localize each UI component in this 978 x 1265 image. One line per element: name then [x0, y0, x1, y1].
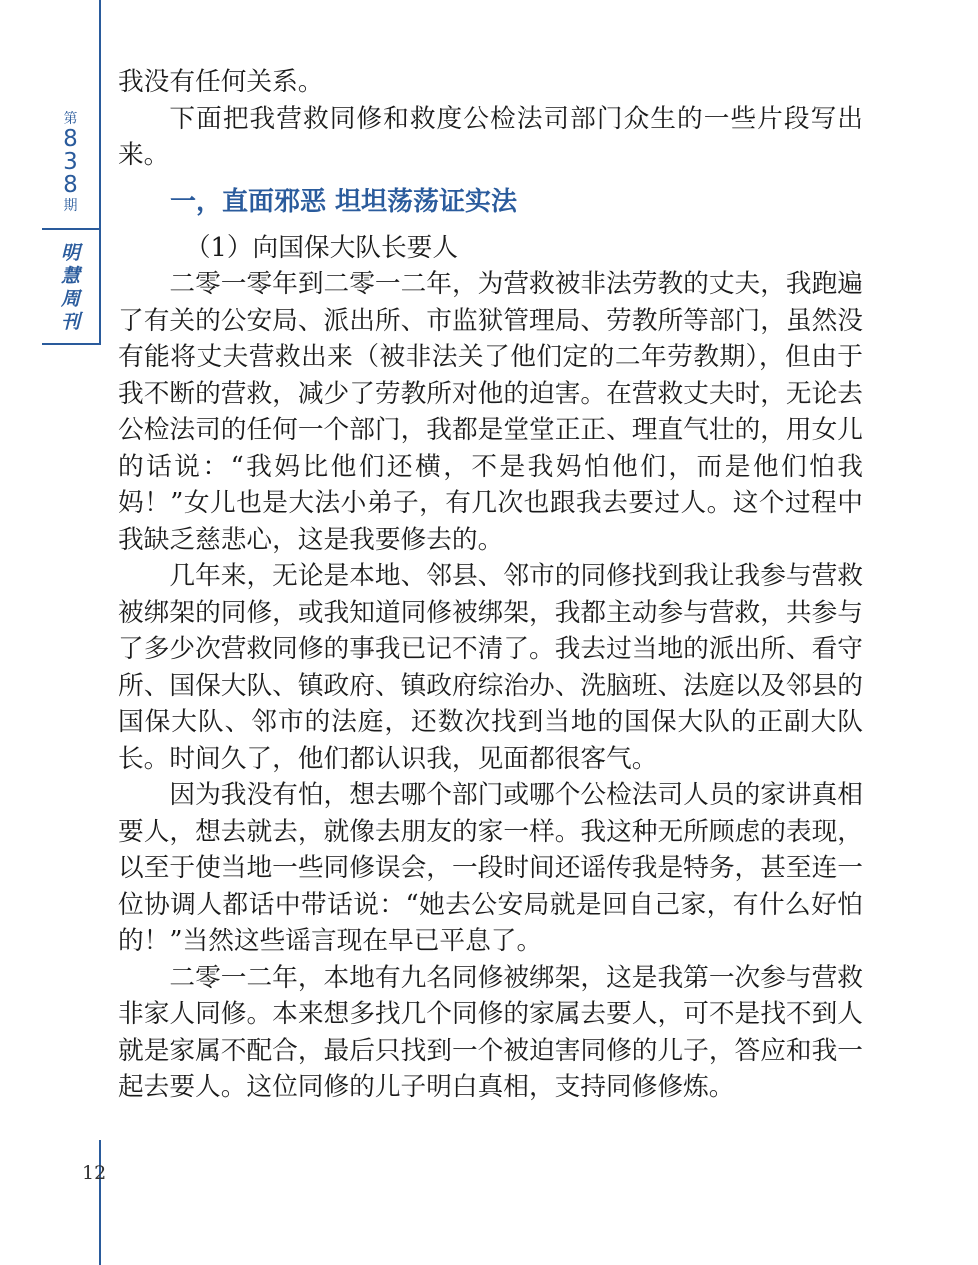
- issue-number: [42, 110, 99, 225]
- paragraph: 几年来，无论是本地、邻县、邻市的同修找到我让我参与营救被绑架的同修，或我知道同修被绑架，我都主动参与营救，共参与了多少次营救同修的事我已记不清了。我去过当地的派出所、看守所、国保大队、镇政府、镇政府综治办、洗脑班、法庭以及邻县的国保大队、邻市的法庭，还数次找到当地的国保大队的正副大队长。时间久了，他们都认识我，见面都很客气。: [118, 561, 863, 774]
- publication-char: 明: [60, 242, 80, 264]
- publication-char: 刊: [60, 311, 80, 333]
- issue-suffix: 期: [63, 198, 78, 214]
- issue-prefix: 第: [63, 111, 78, 127]
- paragraph: 因为我没有怕，想去哪个部门或哪个公检法司人员的家讲真相要人，想去就去，就像去朋友的家一样。我这种无所顾虑的表现，以至于使当地一些同修误会，一段时间还谣传我是特务，甚至连一位协调人都话中带话说：“她去公安局就是回自己家，有什么好怕的！”当然这些谣言现在早已平息了。: [118, 780, 863, 956]
- publication-name: [42, 242, 99, 334]
- publication-char: 周: [60, 288, 80, 310]
- section-heading: 一，直面邪恶 坦坦荡荡证实法: [170, 186, 518, 217]
- publication-char: 慧: [60, 265, 80, 287]
- issue-digit: 8: [63, 172, 78, 198]
- sidebar-divider: [42, 228, 101, 230]
- article-body: [118, 64, 863, 1106]
- issue-digit: 8: [63, 126, 78, 152]
- paragraph: 二零一零年到二零一二年，为营救被非法劳教的丈夫，我跑遍了有关的公安局、派出所、市监狱管理局、劳教所等部门，虽然没有能将丈夫营救出来（被非法关了他们定的二年劳教期），但由于我不断的营救，减少了劳教所对他的迫害。在营救丈夫时，无论去公检法司的任何一个部门，我都是堂堂正正、理直气壮的，用女儿的话说：“我妈比他们还横，不是我妈怕他们，而是他们怕我妈！”女儿也是大法小弟子，有几次也跟我去要过人。这个过程中我缺乏慈悲心，这是我要修去的。: [118, 269, 863, 555]
- page-number: 12: [82, 1162, 107, 1184]
- paragraph: 二零一二年，本地有九名同修被绑架，这是我第一次参与营救非家人同修。本来想多找几个同修的家属去要人，可不是找不到人就是家属不配合，最后只找到一个被迫害同修的儿子，答应和我一起去要人。这位同修的儿子明白真相，支持同修修炼。: [118, 962, 863, 1102]
- subsection-heading: （1）向国保大队长要人: [184, 232, 459, 263]
- margin-rule-top: [99, 0, 101, 345]
- margin-rule-bottom: [99, 1140, 101, 1265]
- paragraph: 我没有任何关系。: [118, 67, 324, 97]
- issue-digit: 3: [63, 149, 78, 175]
- sidebar-divider: [42, 343, 101, 345]
- paragraph: 下面把我营救同修和救度公检法司部门众生的一些片段写出来。: [118, 103, 863, 170]
